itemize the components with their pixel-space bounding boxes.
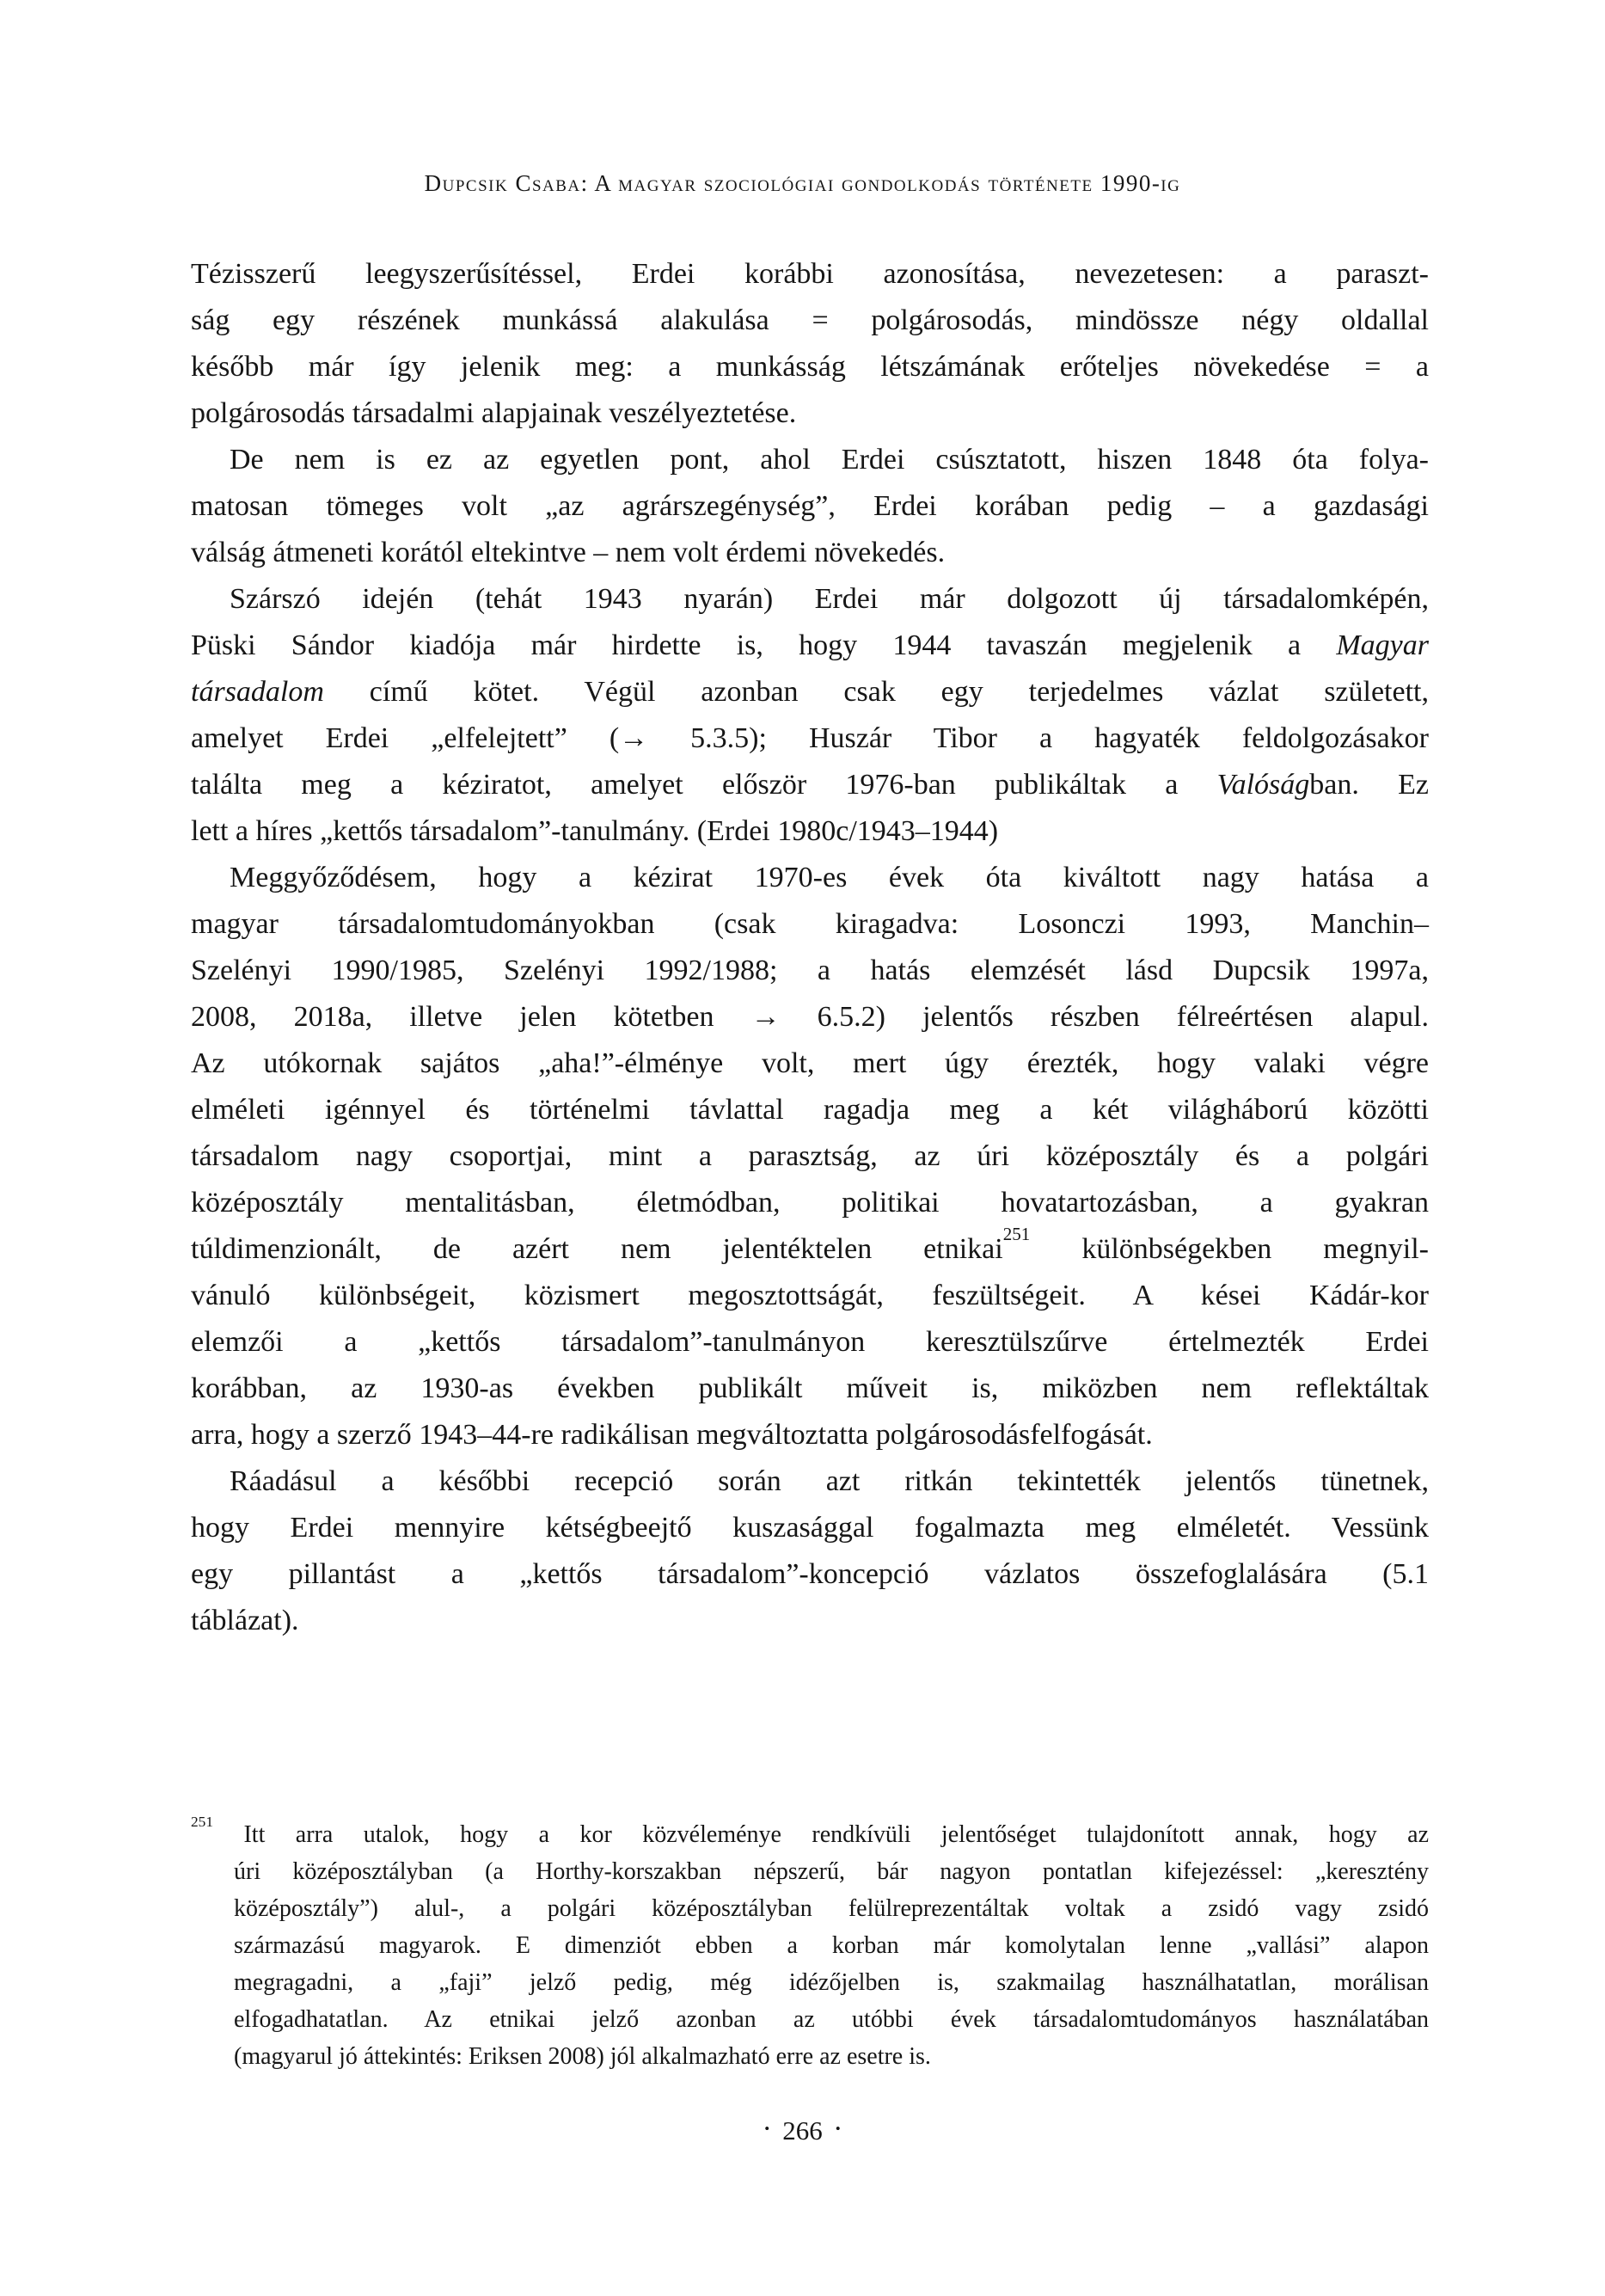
text-line: amelyet Erdei „elfelejtett” (→ 5.3.5); Huszár Tibor a hagyaték feldolgozásakor bbox=[191, 722, 1429, 754]
text-line: társadalom című kötet. Végül azonban csak egy terjedelmes vázlat született, bbox=[191, 676, 1429, 708]
text-line: hogy Erdei mennyire kétségbeejtő kuszasággal fogalmazta meg elméletét. Vessünk bbox=[191, 1512, 1429, 1544]
text-line: polgárosodás társadalmi alapjainak veszélyeztetése. bbox=[191, 397, 797, 429]
text-line: Tézisszerű leegyszerűsítéssel, Erdei korábbi azonosítása, nevezetesen: a paraszt- bbox=[191, 258, 1429, 290]
footer-bullet-right: • bbox=[835, 2121, 841, 2137]
text-line: Püski Sándor kiadója már hirdette is, hogy 1944 tavaszán megjelenik a Magyar bbox=[191, 629, 1429, 661]
text-line: elemzői a „kettős társadalom”-tanulmányon keresztülszűrve értelmezték Erdei bbox=[191, 1326, 1429, 1358]
text-line: egy pillantást a „kettős társadalom”-koncepció vázlatos összefoglalására (5.1 bbox=[191, 1558, 1429, 1590]
text-line: 2008, 2018a, illetve jelen kötetben → 6.5.2) jelentős részben félreértésen alapul. bbox=[191, 1001, 1429, 1033]
footnote-line: úri középosztályban (a Horthy-korszakban népszerű, bár nagyon pontatlan kifejezéssel: „keresztény bbox=[234, 1858, 1429, 1885]
text-line: találta meg a kéziratot, amelyet először 1976-ban publikáltak a Valóságban. Ez bbox=[191, 769, 1429, 801]
text-line: vánuló különbségeit, közismert megosztottságát, feszültségeit. A kései Kádár-kor bbox=[191, 1280, 1429, 1311]
text-line: Meggyőződésem, hogy a kézirat 1970-es évek óta kiváltott nagy hatása a bbox=[230, 862, 1429, 893]
text-line: ság egy részének munkássá alakulása = polgárosodás, mindössze négy oldallal bbox=[191, 304, 1429, 336]
footnote-line: származású magyarok. E dimenziót ebben a korban már komolytalan lenne „vallási” alapon bbox=[234, 1932, 1429, 1959]
text-line: De nem is ez az egyetlen pont, ahol Erdei csúsztatott, hiszen 1848 óta folya- bbox=[230, 444, 1429, 476]
text-line: középosztály mentalitásban, életmódban, politikai hovatartozásban, a gyakran bbox=[191, 1187, 1429, 1219]
text-line: túldimenzionált, de azért nem jelentéktelen etnikai$^{251}$ különbségekben megnyil- bbox=[191, 1223, 1429, 1265]
footnote-line: középosztály”) alul-, a polgári középosztályban felülreprezentáltak voltak a zsidó vagy zsidó bbox=[234, 1895, 1429, 1922]
text-line: magyar társadalomtudományokban (csak kiragadva: Losonczi 1993, Manchin– bbox=[191, 908, 1429, 940]
text-line: Ráadásul a későbbi recepció során azt ritkán tekintették jelentős tünetnek, bbox=[230, 1465, 1429, 1497]
text-line: arra, hogy a szerző 1943–44-re radikálisan megváltoztatta polgárosodásfelfogását. bbox=[191, 1419, 1153, 1451]
text-line: elméleti igénnyel és történelmi távlattal ragadja meg a két világháború közötti bbox=[191, 1094, 1429, 1126]
text-line: Az utókornak sajátos „aha!”-élménye volt, mert úgy érezték, hogy valaki végre bbox=[191, 1047, 1429, 1079]
footnote-line: megragadni, a „faji” jelző pedig, még idézőjelben is, szakmailag használhatatlan, morálisan bbox=[234, 1969, 1429, 1996]
page-number: 266 bbox=[782, 2115, 823, 2146]
text-line: társadalom nagy csoportjai, mint a parasztság, az úri középosztály és a polgári bbox=[191, 1140, 1429, 1172]
text-line: Szelényi 1990/1985, Szelényi 1992/1988; a hatás elemzését lásd Dupcsik 1997a, bbox=[191, 955, 1429, 986]
page-footer bbox=[0, 2115, 1605, 2146]
text-line: lett a híres „kettős társadalom”-tanulmány. (Erdei 1980c/1943–1944) bbox=[191, 815, 999, 847]
footnote-text bbox=[191, 1816, 1429, 2075]
text-line: táblázat). bbox=[191, 1605, 299, 1636]
footnote-line: (magyarul jó áttekintés: Eriksen 2008) jól alkalmazható erre az esetre is. bbox=[234, 2043, 931, 2070]
text-line: matosan tömeges volt „az agrárszegénység”, Erdei korában pedig – a gazdasági bbox=[191, 490, 1429, 522]
text-line: korábban, az 1930-as években publikált műveit is, miközben nem reflektáltak bbox=[191, 1372, 1429, 1404]
text-line: később már így jelenik meg: a munkásság létszámának erőteljes növekedése = a bbox=[191, 351, 1429, 383]
footer-bullet-left: • bbox=[764, 2121, 770, 2137]
footnote-marker: 251 bbox=[191, 1814, 214, 1831]
footnote bbox=[191, 1816, 1429, 2075]
running-head: Dupcsik Csaba: A magyar szociológiai gondolkodás története 1990-ig bbox=[424, 170, 1181, 196]
footnote-line: elfogadhatatlan. Az etnikai jelző azonban az utóbbi évek társadalomtudományos használatában bbox=[234, 2006, 1429, 2033]
body-text bbox=[191, 251, 1429, 1644]
text-line: Szárszó idején (tehát 1943 nyarán) Erdei már dolgozott új társadalomképén, bbox=[230, 583, 1429, 615]
text-line: válság átmeneti korától eltekintve – nem volt érdemi növekedés. bbox=[191, 537, 946, 568]
footnote-line: $^{251}$ Itt arra utalok, hogy a kor közvéleménye rendkívüli jelentőséget tulajdonított annak, hogy az bbox=[191, 1814, 1429, 1848]
